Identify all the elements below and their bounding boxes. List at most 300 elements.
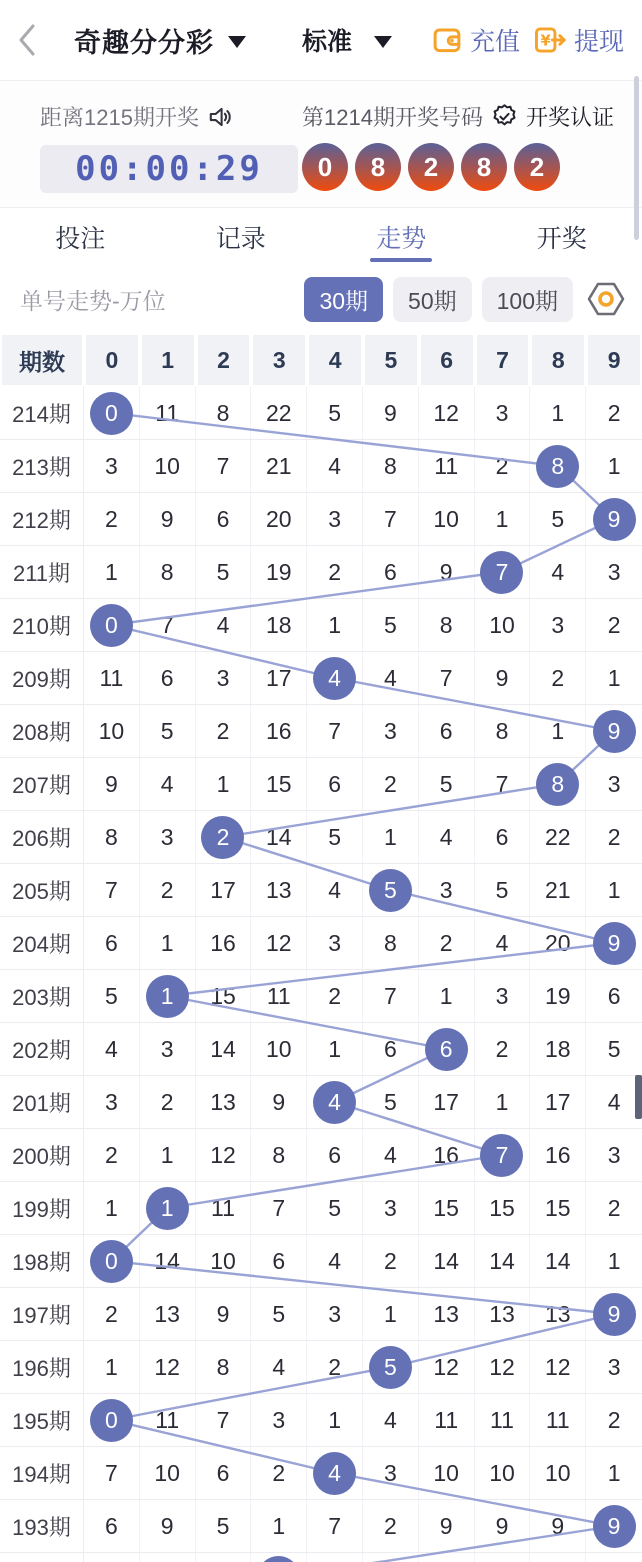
miss-count-cell: 2 — [140, 864, 196, 916]
miss-count-cell: 8 — [475, 705, 531, 757]
draw-info-section — [0, 81, 642, 208]
miss-count-cell: 1 — [84, 1341, 140, 1393]
miss-count-cell: 11 — [475, 1394, 531, 1446]
miss-count-cell — [307, 652, 363, 704]
miss-count-cell: 1 — [530, 387, 586, 439]
miss-count-cell: 4 — [419, 811, 475, 863]
miss-count-cell: 14 — [419, 1235, 475, 1287]
miss-count-cell: 3 — [419, 864, 475, 916]
table-row — [0, 758, 642, 811]
miss-count-cell: 9 — [363, 387, 419, 439]
miss-count-cell: 17 — [530, 1076, 586, 1128]
column-header: 6 — [419, 333, 475, 387]
miss-count-cell: 1 — [363, 1288, 419, 1340]
miss-count-cell: 7 — [251, 1182, 307, 1234]
range-50-button[interactable]: 50期 — [393, 277, 472, 322]
period-cell: 212期 — [0, 493, 84, 545]
drawn-number-circle: 9 — [593, 1505, 636, 1548]
miss-count-cell: 11 — [196, 1182, 252, 1234]
miss-count-cell: 15 — [196, 970, 252, 1022]
miss-count-cell: 2 — [530, 652, 586, 704]
seal-badge-icon — [491, 103, 518, 130]
miss-count-cell: 5 — [530, 493, 586, 545]
miss-count-cell: 15 — [475, 1182, 531, 1234]
miss-count-cell — [84, 1553, 140, 1562]
miss-count-cell: 9 — [196, 1288, 252, 1340]
miss-count-cell: 10 — [84, 705, 140, 757]
miss-count-cell: 4 — [251, 1341, 307, 1393]
filter-row — [0, 265, 642, 333]
miss-count-cell: 3 — [607, 558, 621, 585]
miss-count-cell: 3 — [363, 1447, 419, 1499]
miss-count-cell: 1 — [363, 811, 419, 863]
table-row — [0, 1288, 642, 1341]
miss-count-cell: 1 — [307, 1394, 363, 1446]
column-header: 期数 — [0, 333, 84, 387]
miss-count-cell: 17 — [196, 864, 252, 916]
miss-count-cell: 7 — [363, 493, 419, 545]
miss-count-cell: 10 — [475, 1447, 531, 1499]
range-30-button[interactable]: 30期 — [304, 277, 383, 322]
miss-count-cell: 1 — [196, 758, 252, 810]
table-row — [0, 1129, 642, 1182]
miss-count-cell — [307, 1553, 363, 1562]
draw-ball: 2 — [514, 143, 560, 191]
countdown-label: 距离1215期开奖 — [40, 105, 199, 130]
miss-count-cell: 7 — [196, 440, 252, 492]
miss-count-cell: 12 — [419, 387, 475, 439]
miss-count-cell: 2 — [607, 611, 621, 638]
miss-count-cell: 6 — [84, 1500, 140, 1552]
miss-count-cell: 6 — [140, 652, 196, 704]
miss-count-cell: 6 — [307, 758, 363, 810]
miss-count-cell: 8 — [84, 811, 140, 863]
miss-count-cell: 5 — [363, 1076, 419, 1128]
table-row — [0, 970, 642, 1023]
miss-count-cell: 12 — [140, 1341, 196, 1393]
miss-count-cell — [419, 1553, 475, 1562]
draw-ball: 2 — [408, 143, 454, 191]
column-header: 9 — [586, 333, 642, 387]
svg-text:¥: ¥ — [540, 32, 551, 50]
miss-count-cell: 2 — [363, 758, 419, 810]
miss-count-cell: 21 — [251, 440, 307, 492]
withdraw-button[interactable] — [534, 22, 624, 58]
drawn-number-circle: 0 — [90, 1240, 133, 1283]
miss-count-cell: 12 — [530, 1341, 586, 1393]
withdraw-yen-icon — [534, 25, 566, 55]
miss-count-cell: 5 — [196, 546, 252, 598]
period-cell: 193期 — [0, 1500, 84, 1552]
miss-count-cell: 2 — [196, 705, 252, 757]
miss-count-cell: 7 — [419, 652, 475, 704]
period-cell: 200期 — [0, 1129, 84, 1181]
miss-count-cell: 4 — [307, 1235, 363, 1287]
period-cell: 203期 — [0, 970, 84, 1022]
miss-count-cell: 15 — [251, 758, 307, 810]
miss-count-cell: 3 — [84, 1076, 140, 1128]
miss-count-cell: 7 — [363, 970, 419, 1022]
miss-count-cell: 8 — [140, 546, 196, 598]
miss-count-cell: 1 — [140, 917, 196, 969]
miss-count-cell — [307, 1076, 363, 1128]
period-cell: 206期 — [0, 811, 84, 863]
drawn-number-circle: 9 — [593, 498, 636, 541]
table-row — [0, 1500, 642, 1553]
miss-count-cell: 10 — [419, 1447, 475, 1499]
lottery-selector[interactable] — [74, 21, 246, 60]
tab-trends[interactable]: 走势 — [321, 208, 482, 265]
period-cell: 202期 — [0, 1023, 84, 1075]
miss-count-cell: 11 — [140, 387, 196, 439]
tab-records[interactable]: 记录 — [215, 224, 266, 253]
miss-count-cell — [363, 1553, 419, 1562]
chevron-left-icon — [16, 22, 38, 58]
miss-count-cell — [586, 1500, 642, 1552]
miss-count-cell: 16 — [530, 1129, 586, 1181]
column-header: 5 — [363, 333, 419, 387]
miss-count-cell — [251, 1553, 307, 1562]
miss-count-cell: 5 — [307, 1182, 363, 1234]
miss-count-cell: 9 — [84, 758, 140, 810]
drawn-number-circle: 7 — [480, 1134, 523, 1177]
miss-count-cell: 16 — [419, 1129, 475, 1181]
miss-count-cell — [140, 1553, 196, 1562]
period-cell — [0, 1553, 84, 1562]
miss-count-cell — [140, 1182, 196, 1234]
miss-count-cell: 2 — [307, 970, 363, 1022]
miss-count-cell: 10 — [251, 1023, 307, 1075]
miss-count-cell: 4 — [307, 440, 363, 492]
miss-count-cell: 2 — [607, 1406, 621, 1433]
miss-count-cell: 3 — [607, 770, 621, 797]
miss-count-cell: 7 — [307, 705, 363, 757]
table-row — [0, 1394, 642, 1447]
period-cell: 199期 — [0, 1182, 84, 1234]
miss-count-cell: 4 — [607, 1088, 621, 1115]
period-cell: 205期 — [0, 864, 84, 916]
trend-table — [0, 333, 642, 1562]
miss-count-cell: 14 — [530, 1235, 586, 1287]
scrollbar-thumb[interactable] — [634, 76, 639, 240]
miss-count-cell: 19 — [530, 970, 586, 1022]
column-header: 0 — [84, 333, 140, 387]
miss-count-cell: 3 — [475, 970, 531, 1022]
miss-count-cell — [530, 1553, 586, 1562]
miss-count-cell: 6 — [307, 1129, 363, 1181]
table-row — [0, 493, 642, 546]
table-body — [0, 387, 642, 1562]
miss-count-cell: 2 — [307, 1341, 363, 1393]
page-title: 奇趣分分彩 — [74, 27, 214, 58]
miss-count-cell: 19 — [251, 546, 307, 598]
scrollbar-thumb[interactable] — [635, 1075, 642, 1119]
miss-count-cell: 11 — [419, 1394, 475, 1446]
miss-count-cell: 3 — [363, 1182, 419, 1234]
miss-count-cell: 2 — [475, 1023, 531, 1075]
miss-count-cell: 13 — [140, 1288, 196, 1340]
miss-count-cell: 10 — [475, 599, 531, 651]
drawn-number-circle: 8 — [536, 445, 579, 488]
drawn-number-circle: 4 — [313, 1452, 356, 1495]
miss-count-cell — [363, 1341, 419, 1393]
miss-count-cell: 14 — [140, 1235, 196, 1287]
back-button[interactable] — [16, 20, 46, 60]
period-cell: 207期 — [0, 758, 84, 810]
miss-count-cell — [530, 440, 586, 492]
miss-count-cell: 1 — [530, 705, 586, 757]
miss-count-cell: 5 — [363, 599, 419, 651]
column-header: 4 — [307, 333, 363, 387]
miss-count-cell: 10 — [419, 493, 475, 545]
miss-count-cell: 3 — [475, 387, 531, 439]
miss-count-cell — [586, 1553, 642, 1562]
miss-count-cell — [475, 546, 531, 598]
miss-count-cell: 8 — [363, 917, 419, 969]
miss-count-cell: 9 — [475, 1500, 531, 1552]
miss-count-cell: 1 — [251, 1500, 307, 1552]
miss-count-cell: 22 — [530, 811, 586, 863]
miss-count-cell: 1 — [475, 493, 531, 545]
withdraw-label: 提现 — [573, 28, 624, 56]
miss-count-cell — [196, 811, 252, 863]
countdown-value: 00:00:29 — [75, 149, 263, 189]
hex-nut-icon — [586, 280, 626, 318]
miss-count-cell: 14 — [475, 1235, 531, 1287]
miss-count-cell: 2 — [84, 1129, 140, 1181]
miss-count-cell: 21 — [530, 864, 586, 916]
miss-count-cell: 5 — [607, 1035, 621, 1062]
miss-count-cell: 2 — [607, 823, 621, 850]
drawn-number-circle: 1 — [146, 1187, 189, 1230]
miss-count-cell — [475, 1553, 531, 1562]
miss-count-cell: 17 — [419, 1076, 475, 1128]
drawn-number-circle: 9 — [593, 922, 636, 965]
drawn-number-circle: 5 — [369, 1346, 412, 1389]
miss-count-cell: 3 — [530, 599, 586, 651]
miss-count-cell — [84, 1235, 140, 1287]
miss-count-cell: 9 — [419, 546, 475, 598]
chevron-down-icon — [374, 36, 392, 48]
miss-count-cell: 1 — [607, 1459, 621, 1486]
drawn-number-circle: 9 — [593, 1293, 636, 1336]
miss-count-cell: 8 — [196, 387, 252, 439]
period-cell: 214期 — [0, 387, 84, 439]
miss-count-cell: 1 — [607, 664, 621, 691]
miss-count-cell: 1 — [475, 1076, 531, 1128]
result-label: 第1214期开奖号码 — [302, 105, 483, 130]
recharge-label: 充值 — [469, 28, 520, 56]
miss-count-cell — [586, 1288, 642, 1340]
miss-count-cell: 1 — [607, 1247, 621, 1274]
miss-count-cell: 9 — [475, 652, 531, 704]
miss-count-cell: 20 — [251, 493, 307, 545]
table-row — [0, 599, 642, 652]
miss-count-cell: 2 — [84, 1288, 140, 1340]
miss-count-cell: 4 — [363, 1129, 419, 1181]
miss-count-cell: 5 — [307, 387, 363, 439]
miss-count-cell — [586, 917, 642, 969]
miss-count-cell: 9 — [140, 1500, 196, 1552]
miss-count-cell: 9 — [140, 493, 196, 545]
period-cell: 195期 — [0, 1394, 84, 1446]
miss-count-cell: 13 — [475, 1288, 531, 1340]
recharge-button[interactable] — [432, 22, 520, 58]
chevron-down-icon — [228, 36, 246, 48]
miss-count-cell: 3 — [140, 811, 196, 863]
miss-count-cell: 6 — [475, 811, 531, 863]
tab-draws[interactable]: 开奖 — [536, 224, 587, 253]
table-row — [0, 440, 642, 493]
countdown-block — [40, 101, 298, 207]
drawn-number-circle: 4 — [313, 1081, 356, 1124]
draw-ball: 8 — [355, 143, 401, 191]
miss-count-cell: 2 — [363, 1500, 419, 1552]
miss-count-cell: 13 — [196, 1076, 252, 1128]
miss-count-cell — [140, 970, 196, 1022]
miss-count-cell: 2 — [84, 493, 140, 545]
table-row — [0, 1235, 642, 1288]
drawn-number-circle: 0 — [90, 392, 133, 435]
column-header: 3 — [251, 333, 307, 387]
countdown-timer — [40, 145, 298, 193]
miss-count-cell — [586, 705, 642, 757]
miss-count-cell: 4 — [475, 917, 531, 969]
period-cell: 204期 — [0, 917, 84, 969]
miss-count-cell: 12 — [475, 1341, 531, 1393]
miss-count-cell: 1 — [307, 1023, 363, 1075]
miss-count-cell: 3 — [607, 1353, 621, 1380]
last-draw-block — [302, 101, 614, 207]
miss-count-cell: 2 — [307, 546, 363, 598]
period-cell: 213期 — [0, 440, 84, 492]
miss-count-cell: 11 — [251, 970, 307, 1022]
miss-count-cell: 5 — [475, 864, 531, 916]
table-row — [0, 1023, 642, 1076]
miss-count-cell: 14 — [196, 1023, 252, 1075]
miss-count-cell: 3 — [196, 652, 252, 704]
draw-numbers — [302, 143, 567, 191]
miss-count-cell: 2 — [607, 1194, 621, 1221]
table-header — [0, 333, 642, 387]
range-buttons — [294, 277, 573, 322]
miss-count-cell: 11 — [419, 440, 475, 492]
tab-bet[interactable]: 投注 — [55, 224, 106, 253]
miss-count-cell — [530, 758, 586, 810]
table-row — [0, 1076, 642, 1129]
miss-count-cell — [84, 387, 140, 439]
miss-count-cell: 6 — [251, 1235, 307, 1287]
draw-ball: 8 — [461, 143, 507, 191]
period-cell: 211期 — [0, 546, 84, 598]
drawn-number-circle: 8 — [536, 763, 579, 806]
mode-selector[interactable] — [302, 22, 392, 58]
miss-count-cell: 13 — [530, 1288, 586, 1340]
miss-count-cell: 6 — [419, 705, 475, 757]
miss-count-cell — [419, 1023, 475, 1075]
miss-count-cell: 6 — [196, 1447, 252, 1499]
table-row — [0, 546, 642, 599]
miss-count-cell — [307, 1447, 363, 1499]
miss-count-cell: 7 — [307, 1500, 363, 1552]
miss-count-cell: 11 — [140, 1394, 196, 1446]
table-row — [0, 705, 642, 758]
miss-count-cell: 20 — [530, 917, 586, 969]
settings-button[interactable] — [586, 279, 626, 319]
miss-count-cell: 8 — [251, 1129, 307, 1181]
miss-count-cell: 3 — [307, 917, 363, 969]
miss-count-cell: 3 — [307, 1288, 363, 1340]
miss-count-cell: 10 — [140, 440, 196, 492]
table-row — [0, 1553, 642, 1562]
miss-count-cell: 6 — [84, 917, 140, 969]
miss-count-cell: 4 — [363, 652, 419, 704]
miss-count-cell — [475, 1129, 531, 1181]
drawn-number-circle: 7 — [480, 551, 523, 594]
miss-count-cell: 10 — [196, 1235, 252, 1287]
miss-count-cell: 1 — [607, 452, 621, 479]
main-tabs — [0, 208, 642, 265]
miss-count-cell: 17 — [251, 652, 307, 704]
period-cell: 208期 — [0, 705, 84, 757]
navbar — [0, 0, 642, 81]
miss-count-cell: 9 — [419, 1500, 475, 1552]
drawn-number-circle: 0 — [90, 1399, 133, 1442]
table-row — [0, 1182, 642, 1235]
nav-actions — [418, 22, 624, 58]
miss-count-cell: 8 — [363, 440, 419, 492]
miss-count-cell: 10 — [140, 1447, 196, 1499]
miss-count-cell: 3 — [607, 1141, 621, 1168]
miss-count-cell: 3 — [251, 1394, 307, 1446]
miss-count-cell: 6 — [363, 546, 419, 598]
wallet-icon — [432, 25, 462, 55]
table-row — [0, 917, 642, 970]
miss-count-cell: 4 — [530, 546, 586, 598]
table-row — [0, 1341, 642, 1394]
drawn-number-circle: 5 — [369, 869, 412, 912]
trend-type-label: 单号走势-万位 — [20, 287, 166, 314]
miss-count-cell: 13 — [251, 864, 307, 916]
miss-count-cell: 4 — [84, 1023, 140, 1075]
miss-count-cell: 11 — [84, 652, 140, 704]
drawn-number-circle: 1 — [146, 975, 189, 1018]
period-cell: 197期 — [0, 1288, 84, 1340]
miss-count-cell: 16 — [196, 917, 252, 969]
miss-count-cell: 18 — [251, 599, 307, 651]
miss-count-cell: 7 — [84, 1447, 140, 1499]
range-100-button[interactable]: 100期 — [482, 277, 573, 322]
table-row — [0, 811, 642, 864]
miss-count-cell: 2 — [251, 1447, 307, 1499]
drawn-number-circle: 2 — [201, 816, 244, 859]
drawn-number-circle — [257, 1556, 300, 1562]
column-header: 1 — [140, 333, 196, 387]
miss-count-cell: 22 — [251, 387, 307, 439]
miss-count-cell: 13 — [419, 1288, 475, 1340]
miss-count-cell — [84, 1394, 140, 1446]
certified-label[interactable]: 开奖认证 — [525, 105, 614, 130]
miss-count-cell — [84, 599, 140, 651]
miss-count-cell — [363, 864, 419, 916]
draw-ball: 0 — [302, 143, 348, 191]
speaker-icon[interactable] — [207, 104, 233, 130]
column-header: 7 — [475, 333, 531, 387]
miss-count-cell: 3 — [140, 1023, 196, 1075]
table-row — [0, 1447, 642, 1500]
miss-count-cell: 7 — [196, 1394, 252, 1446]
miss-count-cell: 5 — [251, 1288, 307, 1340]
